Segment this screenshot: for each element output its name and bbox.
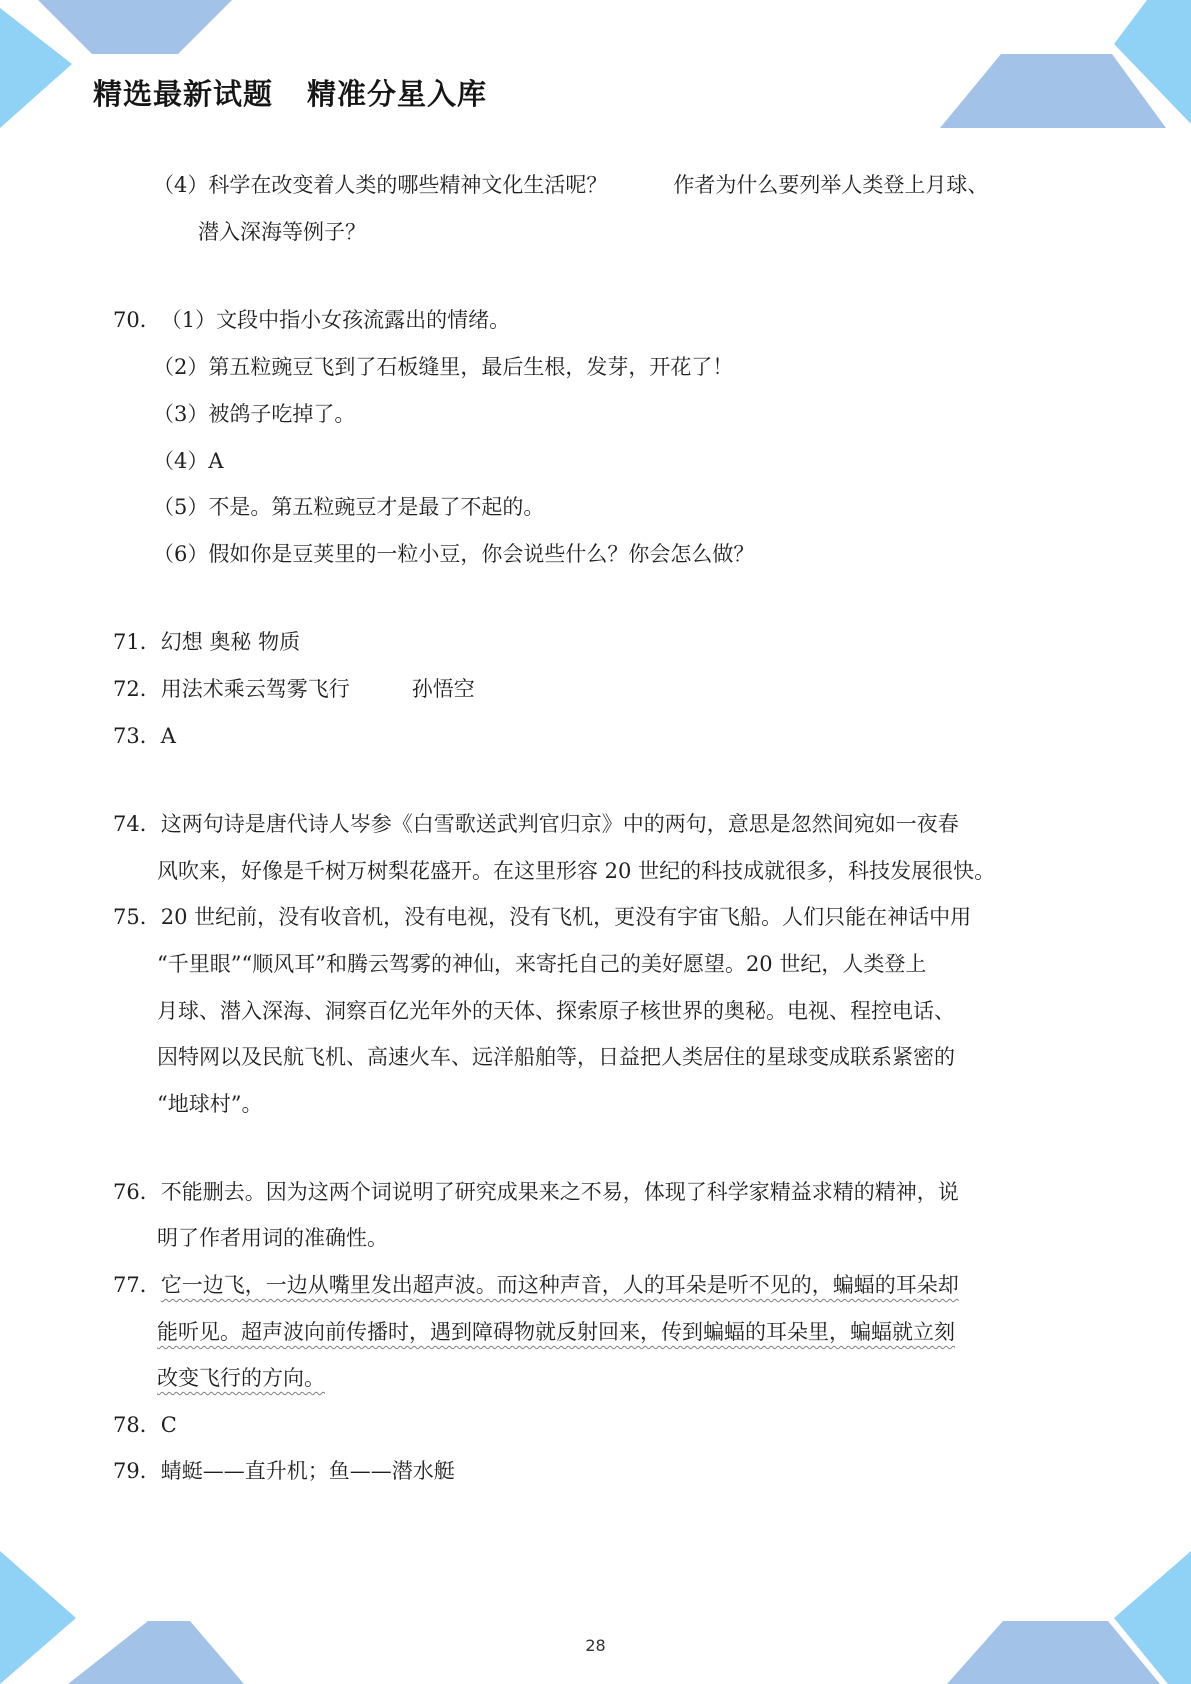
q77-line1 bbox=[113, 1271, 959, 1299]
bottom-right-triangle bbox=[1114, 1551, 1191, 1684]
q70-item4: （4）A bbox=[153, 449, 224, 473]
q71-answer: 幻想 奥秘 物质 bbox=[160, 630, 301, 654]
top-right-trapezoid bbox=[940, 54, 1166, 128]
q69-4-part2: 作者为什么要列举人类登上月球、 bbox=[673, 173, 989, 197]
header-title-left: 精选最新试题 bbox=[93, 77, 274, 111]
q72-number: 72． bbox=[113, 677, 161, 701]
q77-line2 bbox=[157, 1318, 955, 1346]
q70-item5: （5）不是。第五粒豌豆才是最了不起的。 bbox=[153, 495, 545, 519]
page-number: 28 bbox=[585, 1636, 606, 1655]
q69-4-line2: 潜入深海等例子？ bbox=[198, 220, 366, 244]
q72-answer-a: 用法术乘云驾雾飞行 bbox=[160, 677, 350, 701]
q70-number: 70． bbox=[113, 308, 161, 332]
q75-number: 75． bbox=[113, 905, 161, 929]
q74-text1: 这两句诗是唐代诗人岑参《白雪歌送武判官归京》中的两句，意思是忽然间宛如一夜春 bbox=[160, 812, 959, 836]
q76-line2: 明了作者用词的准确性。 bbox=[157, 1226, 388, 1250]
bottom-left-triangle bbox=[0, 1551, 76, 1684]
q73-answer: A bbox=[160, 724, 176, 748]
q79-line bbox=[113, 1457, 455, 1485]
q69-4-prefix: （4） bbox=[153, 173, 209, 197]
q70-item6: （6）假如你是豆荚里的一粒小豆，你会说些什么？你会怎么做？ bbox=[153, 542, 755, 566]
q71-number: 71． bbox=[113, 630, 161, 654]
q75-line2: “千里眼”“顺风耳”和腾云驾雾的神仙，来寄托自己的美好愿望。20 世纪，人类登上 bbox=[157, 952, 927, 976]
q73-line bbox=[113, 722, 176, 750]
q75-line3: 月球、潜入深海、洞察百亿光年外的天体、探索原子核世界的奥秘。电视、程控电话、 bbox=[157, 999, 955, 1023]
q74-line2: 风吹来，好像是千树万树梨花盛开。在这里形容 20 世纪的科技成就很多，科技发展很快。 bbox=[157, 859, 996, 883]
q69-4-part1: 科学在改变着人类的哪些精神文化生活呢？ bbox=[208, 173, 608, 197]
q70-line1 bbox=[113, 306, 510, 334]
q74-number: 74． bbox=[113, 812, 161, 836]
top-left-triangle bbox=[0, 8, 72, 128]
q78-number: 78． bbox=[113, 1413, 161, 1437]
q75-text1: 20 世纪前，没有收音机，没有电视，没有飞机，更没有宇宙飞船。人们只能在神话中用 bbox=[160, 905, 972, 929]
q76-line1 bbox=[113, 1178, 959, 1206]
header-title-right: 精准分星入库 bbox=[307, 77, 488, 111]
q75-line4: 因特网以及民航飞机、高速火车、远洋船舶等，日益把人类居住的星球变成联系紧密的 bbox=[157, 1045, 955, 1069]
q76-text1: 不能删去。因为这两个词说明了研究成果来之不易，体现了科学家精益求精的精神，说 bbox=[160, 1180, 959, 1204]
top-right-triangle bbox=[1114, 0, 1191, 124]
q70-item1: （1）文段中指小女孩流露出的情绪。 bbox=[160, 308, 511, 332]
q71-line bbox=[113, 628, 300, 656]
q78-answer: C bbox=[160, 1413, 177, 1437]
q77-number: 77． bbox=[113, 1273, 161, 1297]
q72-answer-b: 孙悟空 bbox=[411, 677, 475, 701]
q76-number: 76． bbox=[113, 1180, 161, 1204]
q75-line1 bbox=[113, 903, 971, 931]
q75-line5: “地球村”。 bbox=[157, 1092, 263, 1116]
q70-item3: （3）被鸽子吃掉了。 bbox=[153, 402, 356, 426]
q74-line1 bbox=[113, 810, 959, 838]
q72-line bbox=[113, 675, 475, 703]
q78-line bbox=[113, 1411, 177, 1439]
q79-number: 79． bbox=[113, 1459, 161, 1483]
q73-number: 73． bbox=[113, 724, 161, 748]
q79-answer: 蜻蜓——直升机；鱼——潜水艇 bbox=[160, 1459, 455, 1483]
q77-text1: 它一边飞，一边从嘴里发出超声波。而这种声音，人的耳朵是听不见的，蝙蝠的耳朵却 bbox=[160, 1273, 959, 1297]
q69-4-line1 bbox=[153, 171, 988, 199]
q77-text2: 能听见。超声波向前传播时，遇到障碍物就反射回来，传到蝙蝠的耳朵里，蝙蝠就立刻 bbox=[157, 1320, 955, 1344]
q70-item2: （2）第五粒豌豆飞到了石板缝里，最后生根，发芽，开花了！ bbox=[153, 355, 734, 379]
q77-line3 bbox=[157, 1364, 325, 1392]
top-left-trapezoid bbox=[38, 0, 232, 54]
page-header-title bbox=[93, 72, 487, 113]
q77-text3: 改变飞行的方向。 bbox=[157, 1366, 325, 1390]
